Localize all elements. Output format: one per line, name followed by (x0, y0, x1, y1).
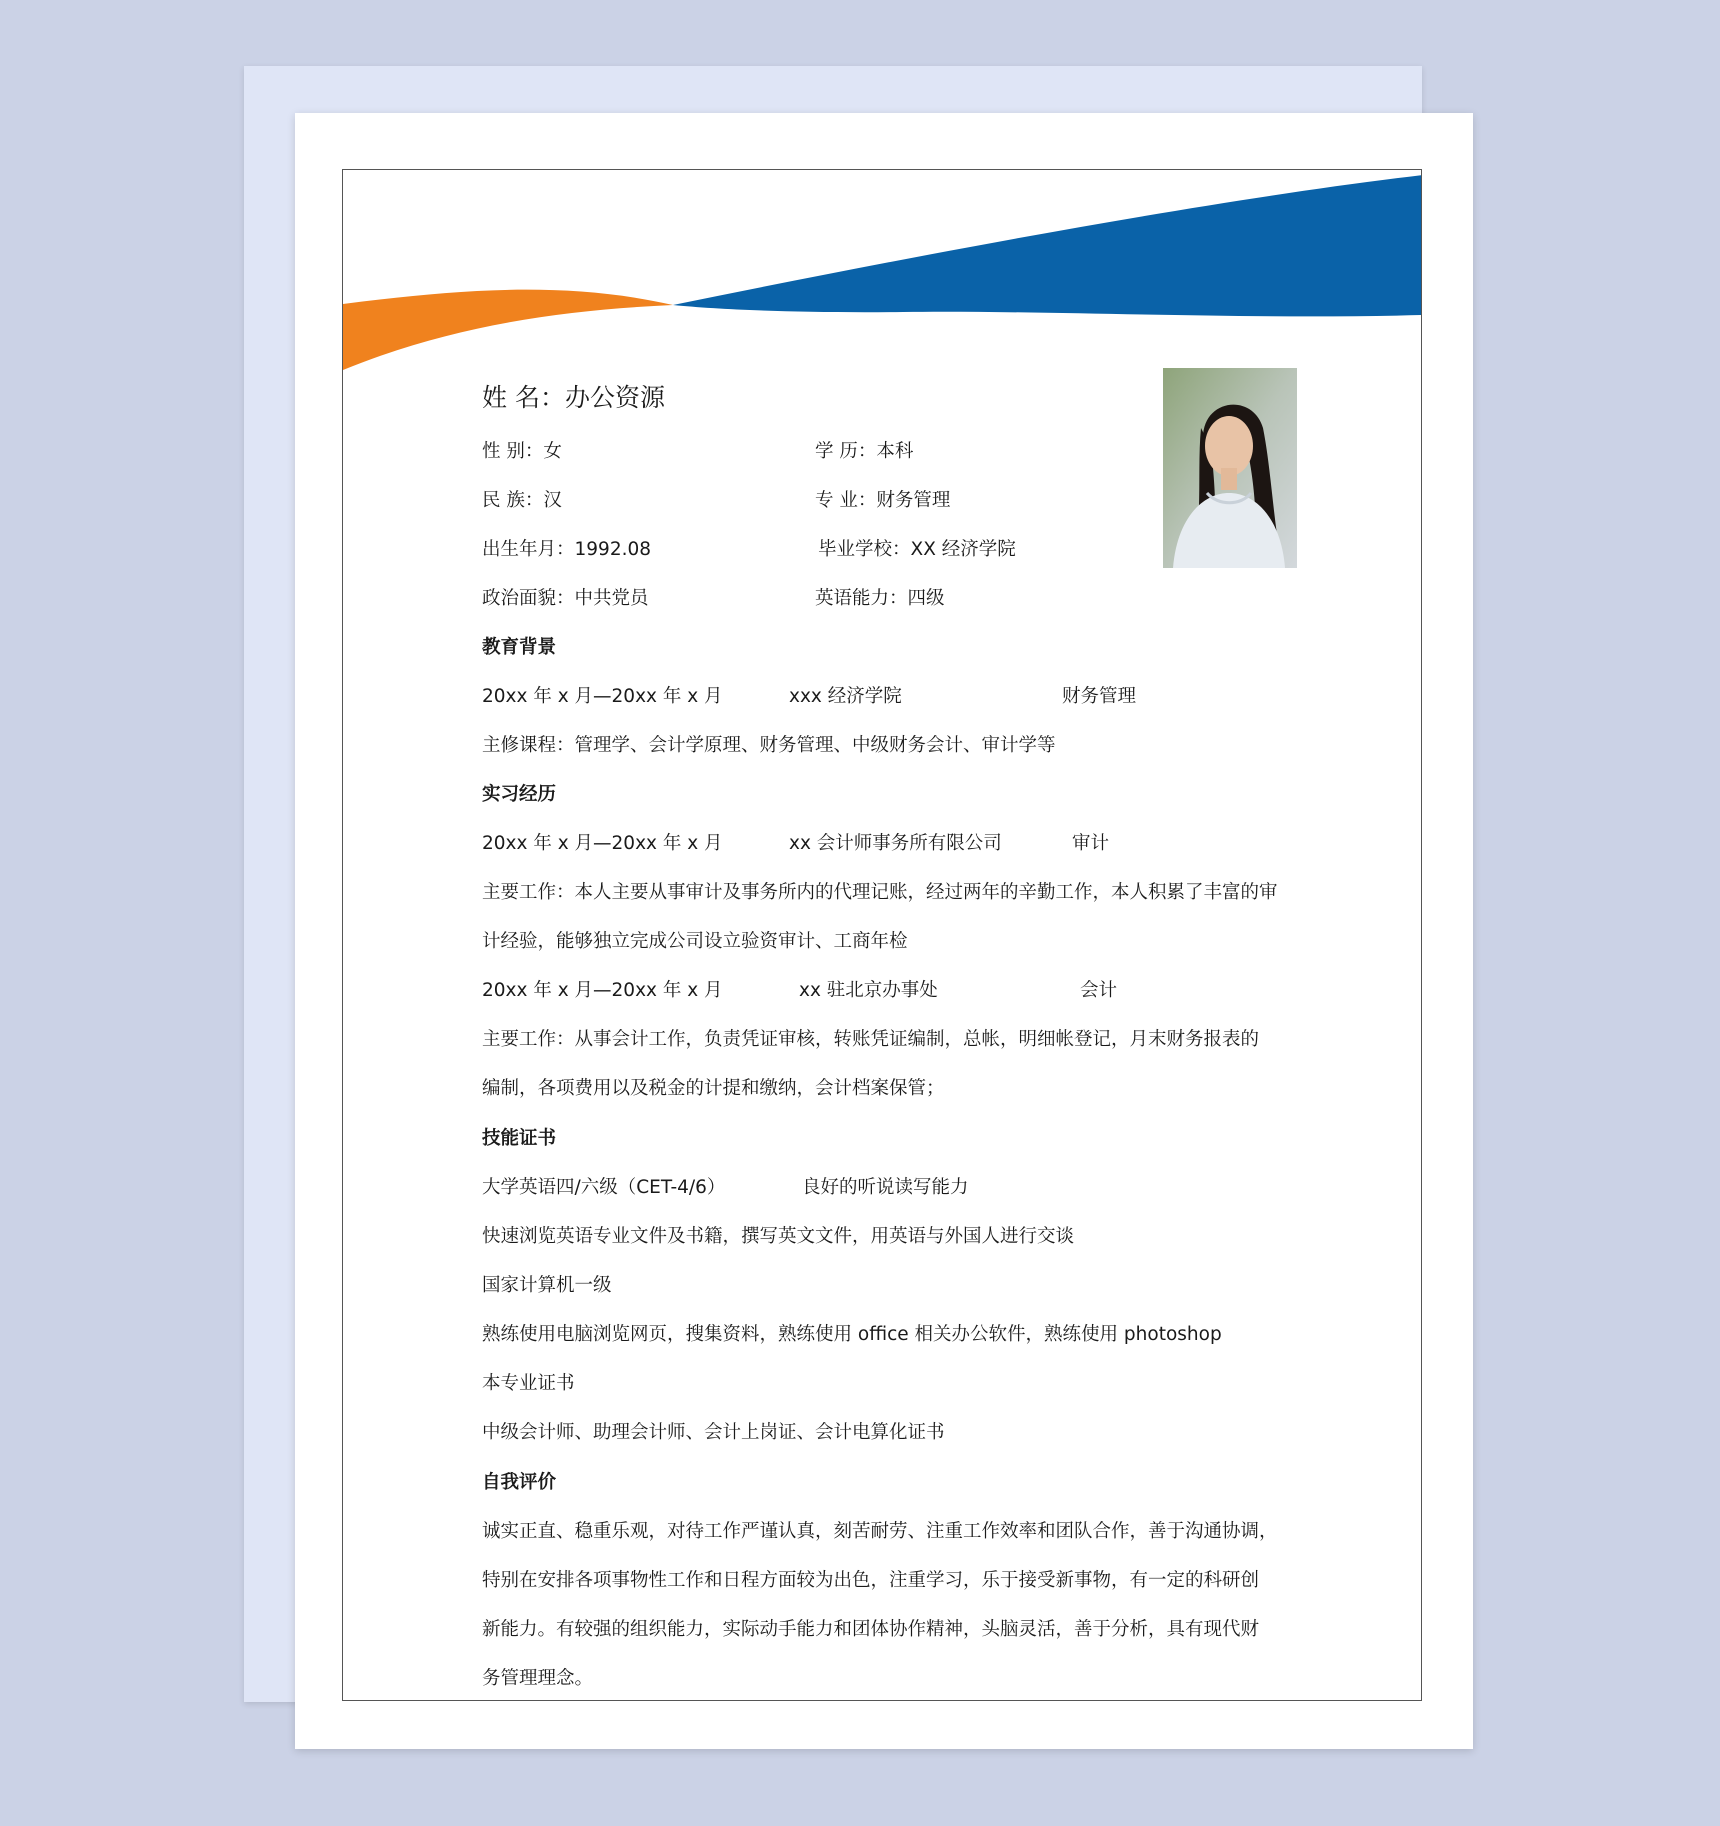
self-eval-line: 特别在安排各项事物性工作和日程方面较为出色，注重学习，乐于接受新事物，有一定的科研创 (482, 1570, 1260, 1591)
header-wave-banner (343, 170, 1422, 380)
blue-wave (673, 175, 1422, 316)
self-eval-line: 务管理理念。 (482, 1668, 594, 1689)
internship-heading: 实习经历 (482, 784, 557, 805)
skills-line: 本专业证书 (482, 1373, 575, 1394)
education-major: 财务管理 (1062, 686, 1137, 707)
internship-desc-line: 计经验，能够独立完成公司设立验资审计、工商年检 (482, 931, 908, 952)
internship-desc-line: 主要工作：从事会计工作，负责凭证审核，转账凭证编制，总帐，明细帐登记，月末财务报表的 (482, 1029, 1260, 1050)
self-eval-line: 诚实正直、稳重乐观，对待工作严谨认真，刻苦耐劳、注重工作效率和团队合作，善于沟通协调， (482, 1521, 1278, 1542)
info-label: 出生年月： (482, 539, 575, 560)
internship-role: 会计 (1080, 980, 1118, 1001)
internship-org: xx 驻北京办事处 (799, 980, 938, 1001)
skills-line: 熟练使用电脑浏览网页，搜集资料，熟练使用 office 相关办公软件，熟练使用 photoshop (482, 1324, 1222, 1345)
info-label: 毕业学校： (818, 539, 911, 560)
education-courses: 主修课程：管理学、会计学原理、财务管理、中级财务会计、审计学等 (482, 735, 1056, 756)
info-value: 女 (543, 441, 562, 462)
orange-wave (343, 290, 673, 370)
education-period: 20xx 年 x 月—20xx 年 x 月 (482, 686, 723, 707)
info-value: 本科 (876, 441, 914, 462)
info-label: 学 历： (815, 441, 877, 462)
info-value: 1992.08 (574, 539, 652, 560)
profile-photo (1163, 368, 1297, 568)
education-heading: 教育背景 (482, 637, 557, 658)
resume-frame (342, 169, 1422, 1701)
internship-org: xx 会计师事务所有限公司 (789, 833, 1002, 854)
info-value: XX 经济学院 (910, 539, 1016, 560)
skills-line: 快速浏览英语专业文件及书籍，撰写英文文件，用英语与外国人进行交谈 (482, 1226, 1075, 1247)
info-label: 专 业： (815, 490, 877, 511)
info-value: 汉 (543, 490, 562, 511)
skills-cert: 大学英语四/六级（CET-4/6） (482, 1177, 726, 1198)
info-value: 四级 (907, 588, 945, 609)
info-label: 英语能力： (815, 588, 908, 609)
internship-period: 20xx 年 x 月—20xx 年 x 月 (482, 833, 723, 854)
skills-line: 国家计算机一级 (482, 1275, 612, 1296)
internship-period: 20xx 年 x 月—20xx 年 x 月 (482, 980, 723, 1001)
internship-desc-line: 编制，各项费用以及税金的计提和缴纳，会计档案保管； (482, 1078, 945, 1099)
info-label: 民 族： (482, 490, 544, 511)
info-label: 政治面貌： (482, 588, 575, 609)
info-value: 财务管理 (876, 490, 951, 511)
internship-role: 审计 (1072, 833, 1110, 854)
internship-desc-line: 主要工作：本人主要从事审计及事务所内的代理记账，经过两年的辛勤工作，本人积累了丰富的审 (482, 882, 1278, 903)
education-school: xxx 经济学院 (789, 686, 902, 707)
skills-cert-detail: 良好的听说读写能力 (802, 1177, 969, 1198)
skills-line: 中级会计师、助理会计师、会计上岗证、会计电算化证书 (482, 1422, 945, 1443)
name-line: 姓 名：办公资源 (482, 383, 665, 412)
self-eval-line: 新能力。有较强的组织能力，实际动手能力和团体协作精神，头脑灵活，善于分析，具有现代财 (482, 1619, 1260, 1640)
skills-heading: 技能证书 (482, 1128, 557, 1149)
info-label: 性 别： (482, 441, 544, 462)
info-value: 中共党员 (574, 588, 649, 609)
self-eval-heading: 自我评价 (482, 1472, 557, 1493)
